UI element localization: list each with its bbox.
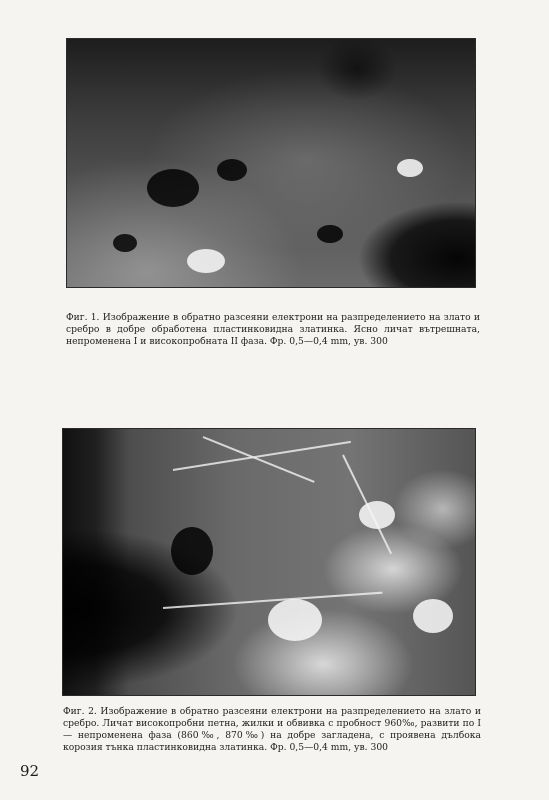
fig1-light-phase <box>397 159 423 177</box>
figure-2-micrograph <box>62 428 476 696</box>
fig1-dark-inclusion <box>217 159 247 181</box>
fig2-vein <box>173 441 351 471</box>
fig2-dark-pit <box>171 527 213 575</box>
fig2-high-grade-spot <box>413 599 453 633</box>
page-number: 92 <box>20 762 40 780</box>
figure-1-micrograph <box>66 38 476 288</box>
fig2-vein <box>203 436 315 483</box>
figure-2-caption: Фиг. 2. Изображение в обратно разсеяни електрони на разпределението на злато и сребро. Личат високопробни петна, жилки и обвивка с пробност 960‰, развити по I — непроменена фаза (860‰, 870‰) на добре загладена, с проявена дълбока корозия тънка пластинковидна златинка. Фр. 0,5—0,4 mm, ув. 300 <box>63 706 481 753</box>
figure-1-caption: Фиг. 1. Изображение в обратно разсеяни електрони на разпределението на злато и сребро в добре обработена пластинковидна златинка. Ясно личат вътрешната, непроменена I и високопробната II фаза. Фр. 0,5—0,4 mm, ув. 300 <box>66 312 480 347</box>
fig2-high-grade-spot <box>268 599 322 641</box>
fig1-dark-inclusion <box>147 169 199 207</box>
fig2-high-grade-spot <box>359 501 395 529</box>
fig1-light-phase <box>187 249 225 273</box>
fig1-dark-inclusion <box>317 225 343 243</box>
fig1-dark-inclusion <box>113 234 137 252</box>
